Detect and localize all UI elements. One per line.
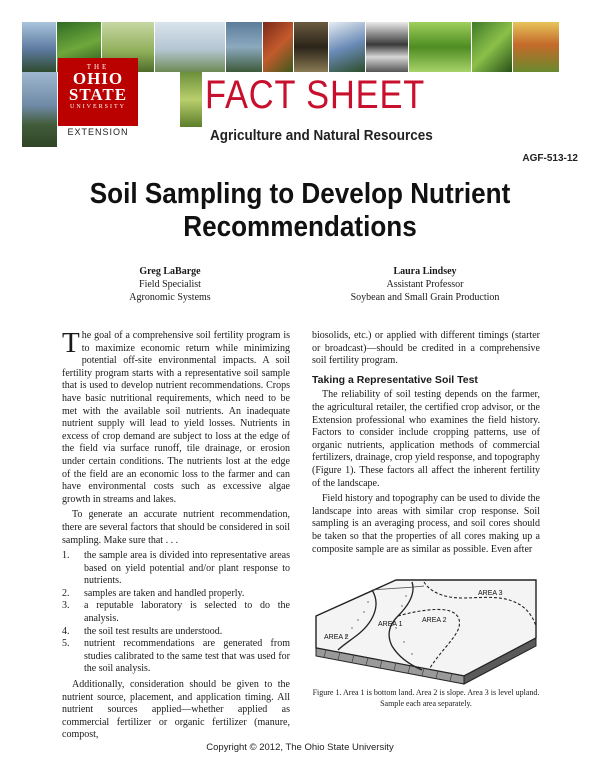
photo-cow (366, 22, 408, 72)
list-text: samples are taken and handled properly. (84, 587, 245, 599)
list-number: 5. (62, 638, 70, 650)
author-name: Laura Lindsey (393, 266, 457, 277)
list-number: 4. (62, 625, 70, 637)
author-role: Field Specialist (139, 279, 201, 290)
author-unit: Agronomic Systems (129, 292, 211, 303)
list-number: 2. (62, 587, 70, 599)
drop-cap: T (62, 327, 80, 359)
section-heading: Taking a Representative Soil Test (312, 373, 478, 386)
copyright-footer: Copyright © 2012, The Ohio State University (206, 742, 394, 753)
list-text: a reputable laboratory is selected to do the analysis. (84, 600, 290, 625)
list-number: 1. (62, 550, 70, 562)
photo-crop (180, 72, 202, 127)
numbered-list (62, 550, 290, 676)
list-item (62, 638, 290, 676)
paragraph: To generate an accurate nutrient recommendation, there are several factors that should be considered in soil sampling. Make sure that . . . (62, 509, 290, 546)
photo-flowers (329, 22, 365, 72)
photo-pond (226, 22, 262, 72)
photo-leaves (472, 22, 512, 72)
osu-logo (58, 58, 138, 126)
list-text: the soil test results are understood. (84, 625, 223, 637)
area-label: AREA 3 (478, 590, 503, 597)
photo-corn (409, 22, 471, 72)
list-text: nutrient recommendations are generated from studies calibrated to the same test that was used for the soil analysis. (84, 638, 290, 675)
list-item (62, 626, 290, 639)
author-role: Assistant Professor (386, 279, 464, 290)
logo-state: STATE (68, 85, 128, 104)
area-label: AREA 1 (378, 621, 403, 628)
extension-label: EXTENSION (67, 127, 129, 137)
logo-university: UNIVERSITY (70, 104, 126, 110)
program-subtitle: Agriculture and Natural Resources (210, 127, 433, 144)
photo-produce (513, 22, 559, 72)
header (0, 0, 600, 150)
paragraph: Field history and topography can be used to divide the landscape into areas with similar crop response. Soil sampling is an averaging process, and soil cores should be taken so that the properties of all cores making up a composite sample are as similar as possible. Even after (312, 493, 540, 555)
list-item (62, 550, 290, 588)
area-label: AREA 2 (324, 634, 349, 641)
body-column-right (312, 330, 540, 559)
photo-landscape (22, 72, 57, 147)
logo-the: THE (86, 63, 110, 71)
fact-sheet-heading: FACT SHEET (205, 73, 426, 117)
list-text: the sample area is divided into representative areas based on yield potential and/or plant response to nutrients. (84, 550, 290, 587)
intro-paragraph (62, 327, 290, 506)
photo-fruit (263, 22, 293, 72)
photo-sky-field (22, 22, 56, 72)
paragraph: Additionally, consideration should be given to the nutrient source, placement, and application timing. All nutrient sources applied—whether applied as commercial fertilizer or organic fertilizer (manure, compost, (62, 679, 290, 741)
area-label: AREA 2 (422, 617, 447, 624)
author-block (330, 265, 520, 304)
author-name: Greg LaBarge (139, 266, 201, 277)
figure-field-areas (312, 576, 540, 686)
figure-caption: Figure 1. Area 1 is bottom land. Area 2 is slope. Area 3 is level upland. Sample each area separately. (312, 688, 540, 708)
intro-text: he goal of a comprehensive soil fertility program is to maximize economic return while minimizing potential off-site environmental impacts. A soil fertility program starts with a representative soil sample that is used to develop nutrient recommendations. Crops have basic nutritional requirements, which need to be met with the available soil nutrients. An inadequate nutrient supply will lead to yield losses. Nutrients in excess of crop demand are subject to loss at the edge of the field via surface runoff, tile drainage, or erosion under certain conditions. The nutrients lost at the edge of the field are an economic loss to the farmer and can have environmental costs such as excessive algae growth in streams and lakes. (62, 330, 290, 505)
author-block (80, 265, 260, 304)
publication-code: AGF-513-12 (522, 153, 578, 164)
list-number: 3. (62, 600, 70, 612)
photo-irrigation (155, 22, 225, 72)
logo-ohio: OHIO (72, 69, 124, 88)
body-column-left (62, 327, 290, 745)
photo-cattle (294, 22, 328, 72)
paragraph: The reliability of soil testing depends on the farmer, the agricultural retailer, the certified crop advisor, or the Extension professional who examines the field history. Factors to consider include cropping patterns, use of organic nutrients, application methods of commercial fertilizers, drainage, crop yield response, and topography (Figure 1). These factors all affect the inherent fertility of the landscape. (312, 389, 540, 489)
paragraph: biosolids, etc.) or applied with different timings (starter or broadcast)—should be credited in a comprehensive soil fertility program. (312, 330, 540, 367)
document-title: Soil Sampling to Develop Nutrient Recommendations (89, 178, 511, 243)
list-item (62, 588, 290, 601)
list-item (62, 600, 290, 625)
author-unit: Soybean and Small Grain Production (350, 292, 500, 303)
